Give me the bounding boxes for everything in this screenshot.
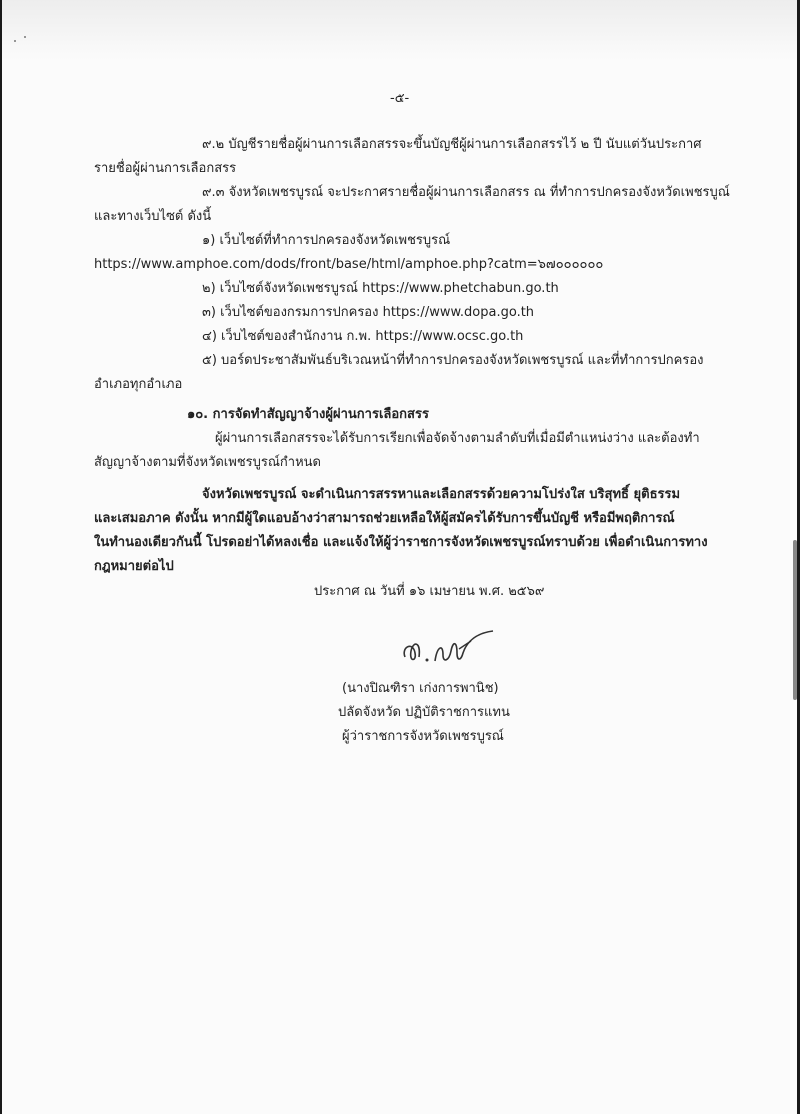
signer-position-1: ปลัดจังหวัด ปฏิบัติราชการแทน: [338, 705, 510, 720]
notice-line2: และเสมอภาค ดังนั้น หากมีผู้ใดแอบอ้างว่าสามารถช่วยเหลือให้ผู้สมัครได้รับการขึ้นบัญชี หรือมีพฤติการณ์: [94, 511, 675, 526]
notice-line1: จังหวัดเพชรบูรณ์ จะดำเนินการสรรหาและเลือกสรรด้วยความโปร่งใส บริสุทธิ์ ยุติธรรม: [202, 487, 681, 502]
scrollbar-thumb[interactable]: [793, 540, 797, 700]
item-2: ๒) เว็บไซต์จังหวัดเพชรบูรณ์ https://www.phetchabun.go.th: [202, 281, 559, 296]
item-3: ๓) เว็บไซต์ของกรมการปกครอง https://www.dopa.go.th: [202, 305, 535, 320]
signer-name: (นางปิณฑิรา เก่งการพานิช): [342, 681, 499, 696]
section-9-3-line1: ๙.๓ จังหวัดเพชรบูรณ์ จะประกาศรายชื่อผู้ผ่านการเลือกสรร ณ ที่ทำการปกครองจังหวัดเพชรบูณ์: [202, 185, 730, 200]
item-5-line2: อำเภอทุกอำเภอ: [94, 377, 183, 392]
section-9-2-line2: รายชื่อผู้ผ่านการเลือกสรร: [94, 161, 237, 176]
section-10-line1: ผู้ผ่านการเลือกสรรจะได้รับการเรียกเพื่อจัดจ้างตามลำดับที่เมื่อมีตำแหน่งว่าง และต้องทำ: [215, 431, 700, 446]
item-1-url: https://www.amphoe.com/dods/front/base/html/amphoe.php?catm=๖๗๐๐๐๐๐๐: [94, 257, 604, 272]
item-1: ๑) เว็บไซต์ที่ทำการปกครองจังหวัดเพชรบูรณ์: [202, 233, 451, 248]
page-number: -๕-: [390, 91, 410, 106]
scan-speck: [14, 40, 16, 42]
item-4: ๔) เว็บไซต์ของสำนักงาน ก.พ. https://www.ocsc.go.th: [202, 329, 524, 344]
document-page: [2, 0, 797, 1114]
announce-date: ประกาศ ณ วันที่ ๑๖ เมษายน พ.ศ. ๒๕๖๙: [314, 584, 545, 599]
notice-line4: กฎหมายต่อไป: [94, 559, 174, 574]
scan-shading: [2, 0, 797, 60]
signature-image: [397, 627, 507, 672]
section-9-2-line1: ๙.๒ บัญชีรายชื่อผู้ผ่านการเลือกสรรจะขึ้นบัญชีผู้ผ่านการเลือกสรรไว้ ๒ ปี นับแต่วันประกาศ: [202, 137, 702, 152]
signer-position-2: ผู้ว่าราชการจังหวัดเพชรบูรณ์: [342, 729, 504, 744]
section-10-line2: สัญญาจ้างตามที่จังหวัดเพชรบูรณ์กำหนด: [94, 455, 321, 470]
notice-line3: ในทำนองเดียวกันนี้ โปรดอย่าได้หลงเชื่อ และแจ้งให้ผู้ว่าราชการจังหวัดเพชรบูรณ์ทราบด้วย เพื่อดำเนินการทาง: [94, 535, 708, 550]
item-5-line1: ๕) บอร์ดประชาสัมพันธ์บริเวณหน้าที่ทำการปกครองจังหวัดเพชรบูรณ์ และที่ทำการปกครอง: [202, 353, 704, 368]
section-10-title: ๑๐. การจัดทำสัญญาจ้างผู้ผ่านการเลือกสรร: [187, 407, 429, 422]
section-9-3-line2: และทางเว็บไซต์ ดังนี้: [94, 209, 212, 224]
scan-speck: [24, 36, 26, 38]
